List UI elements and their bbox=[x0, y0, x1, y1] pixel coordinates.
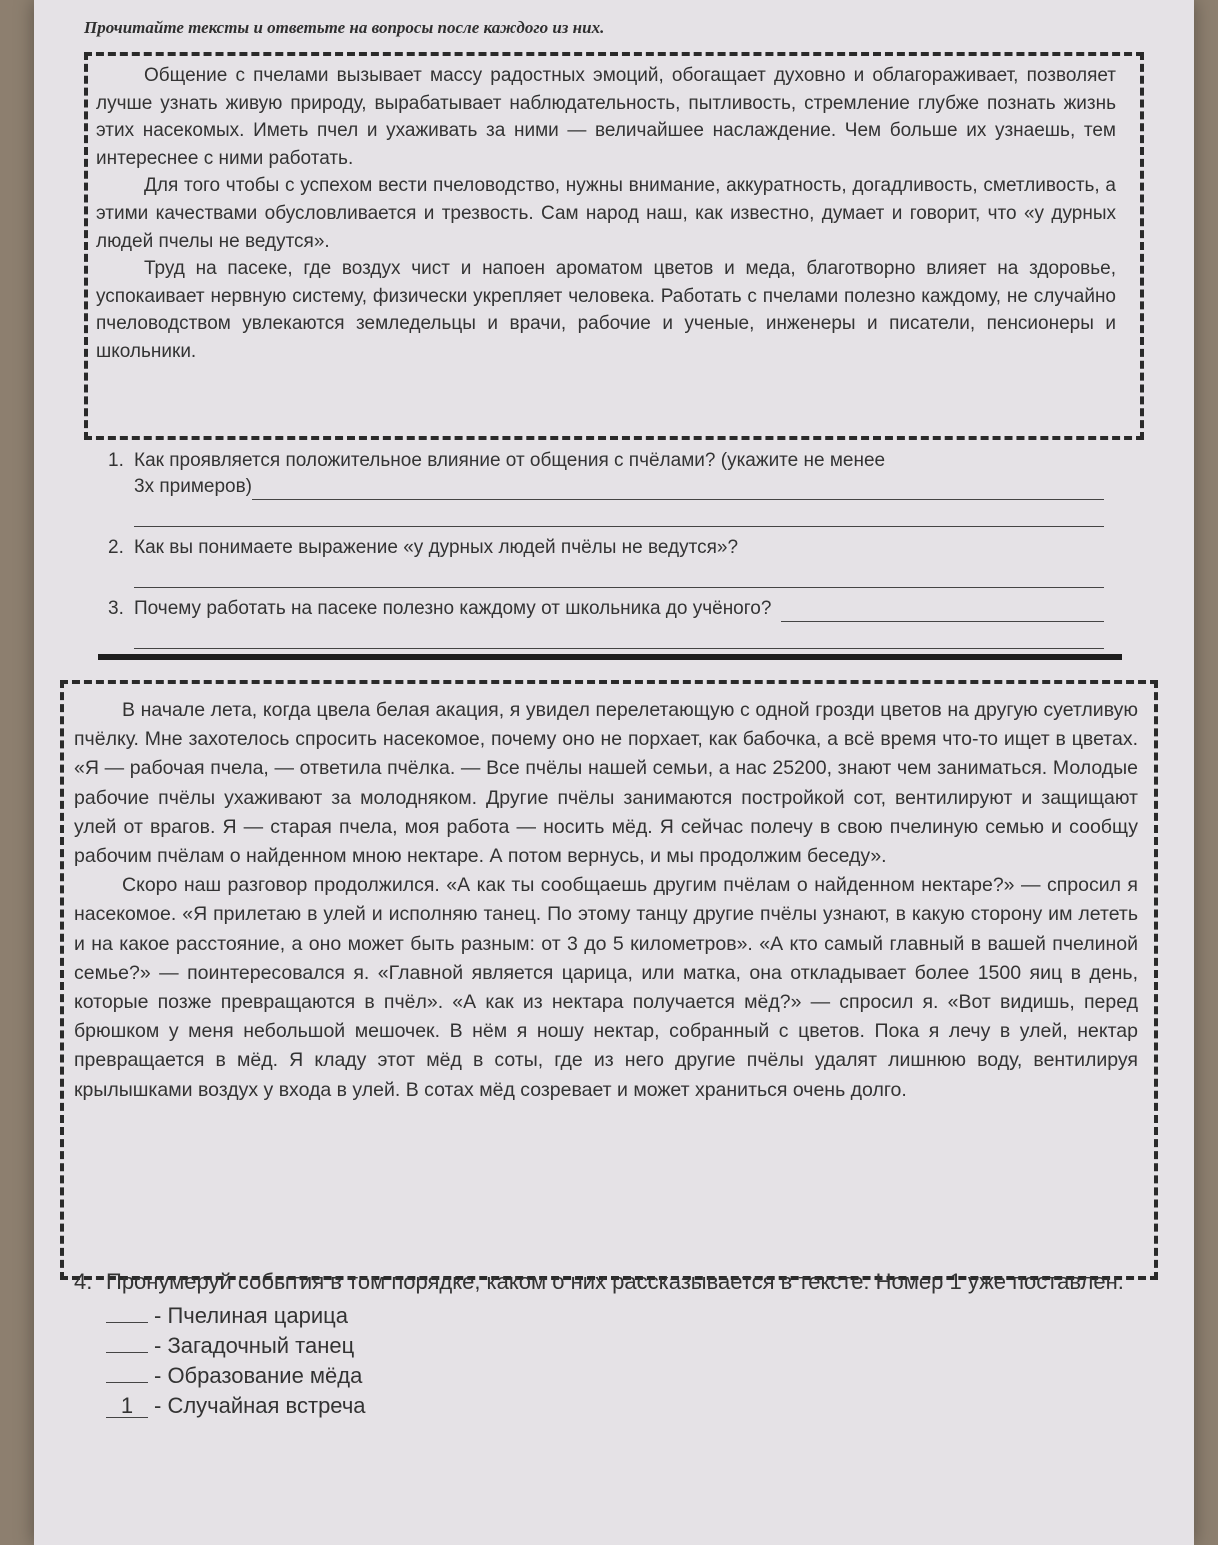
event-item bbox=[106, 1361, 1154, 1391]
event-item bbox=[106, 1391, 1154, 1421]
question-3 bbox=[94, 596, 1104, 622]
answer-line[interactable] bbox=[252, 474, 1104, 500]
question-text: 3х примеров) bbox=[134, 476, 252, 497]
question-number: 1. bbox=[108, 450, 124, 471]
order-blank[interactable] bbox=[106, 1352, 148, 1353]
questions-list bbox=[94, 448, 1104, 649]
passage-2-paragraph: Скоро наш разговор продолжился. «А как ты сообщаешь другим пчёлам о найденном нектаре?» — спросил я насекомое. «Я прилетаю в улей и исполняю танец. По этому танцу другие пчёлы узнают, в какую сторону им лететь и на какое расстояние, а оно может быть разным: от 3 до 5 километров». «А кто самый главный в вашей пчелиной семье?» — поинтересовался я. «Главной является царица, или матка, она откладывает более 1500 яиц в день, которые позже превращаются в пчёл». «А как из нектара получается мёд?» — спросил я. «Вот видишь, перед брюшком у меня небольшой мешочек. В нём я ношу нектар, собранный с цветов. Пока я лечу в улей, нектар превращается в мёд. Я кладу этот мёд в соты, где из него другие пчёлы удалят лишнюю воду, вентилируя крылышками воздух у входа в улей. В сотах мёд созревает и может храниться очень долго. bbox=[74, 874, 1138, 1101]
event-item bbox=[106, 1301, 1154, 1331]
answer-line[interactable] bbox=[134, 561, 1104, 588]
order-blank[interactable]: 1 bbox=[106, 1395, 148, 1418]
question-text: Почему работать на пасеке полезно каждому от школьника до учёного? bbox=[134, 598, 772, 619]
question-number: 4. bbox=[74, 1269, 93, 1294]
answer-line[interactable] bbox=[134, 500, 1104, 527]
question-number: 2. bbox=[108, 537, 124, 558]
passage-2 bbox=[74, 696, 1138, 1105]
question-number: 3. bbox=[108, 598, 124, 619]
question-text: Как проявляется положительное влияние от общения с пчёлами? (укажите не менее bbox=[134, 450, 886, 471]
task-4-prompt bbox=[74, 1268, 1154, 1295]
task-4 bbox=[74, 1268, 1154, 1421]
event-label: - Загадочный танец bbox=[154, 1333, 355, 1358]
event-label: - Пчелиная царица bbox=[154, 1303, 348, 1328]
worksheet-page bbox=[34, 0, 1194, 1545]
event-item bbox=[106, 1331, 1154, 1361]
passage-1-paragraph: Общение с пчелами вызывает массу радостных эмоций, обогащает духовно и облагораживает, позволяет лучше узнать живую природу, вырабатывает наблюдательность, пытливость, стремление глубже познать жизнь этих насекомых. Иметь пчел и ухаживать за ними — величайшее наслаждение. Чем больше их узнаешь, тем интереснее с ними работать. bbox=[96, 65, 1116, 169]
passage-1 bbox=[96, 62, 1116, 366]
order-blank[interactable] bbox=[106, 1382, 148, 1383]
question-text: Как вы понимаете выражение «у дурных людей пчёлы не ведутся»? bbox=[134, 537, 739, 558]
event-label: - Образование мёда bbox=[154, 1363, 363, 1388]
order-blank[interactable] bbox=[106, 1322, 148, 1323]
events-list bbox=[106, 1301, 1154, 1421]
question-1 bbox=[94, 448, 1104, 500]
answer-line[interactable] bbox=[134, 622, 1104, 649]
section-divider bbox=[98, 654, 1122, 660]
answer-line[interactable] bbox=[781, 596, 1104, 622]
passage-1-paragraph: Труд на пасеке, где воздух чист и напоен ароматом цветов и меда, благотворно влияет на здоровье, успокаивает нервную систему, физически укрепляет человека. Работать с пчелами полезно каждому, не случайно пчеловодством увлекаются земледельцы и врачи, рабочие и ученые, инженеры и писатели, пенсионеры и школьники. bbox=[96, 258, 1116, 362]
passage-1-paragraph: Для того чтобы с успехом вести пчеловодство, нужны внимание, аккуратность, догадливость, сметливость, а этими качествами обусловливается и трезвость. Сам народ наш, как известно, думает и говорит, что «у дурных людей пчелы не ведутся». bbox=[96, 175, 1116, 252]
event-label: - Случайная встреча bbox=[154, 1393, 366, 1418]
question-2 bbox=[94, 535, 1104, 561]
instructions-heading: Прочитайте тексты и ответьте на вопросы после каждого из них. bbox=[84, 18, 605, 37]
question-text: Пронумеруй события в том порядке, каком о них рассказывается в тексте. Номер 1 уже поставлен. bbox=[106, 1269, 1124, 1294]
passage-2-paragraph: В начале лета, когда цвела белая акация, я увидел перелетающую с одной грозди цветов на другую суетливую пчёлку. Мне захотелось спросить насекомое, почему оно не порхает, как бабочка, а всё время что-то ищет в цветах. «Я — рабочая пчела, — ответила пчёлка. — Все пчёлы нашей семьи, а нас 25200, знают чем заниматься. Молодые рабочие пчёлы ухаживают за молодняком. Другие пчёлы занимаются постройкой сот, вентилируют и защищают улей от врагов. Я — старая пчела, моя работа — носить мёд. Я сейчас полечу в свою пчелиную семью и сообщу рабочим пчёлам о найденном мною нектаре. А потом вернусь, и мы продолжим беседу». bbox=[74, 699, 1138, 868]
